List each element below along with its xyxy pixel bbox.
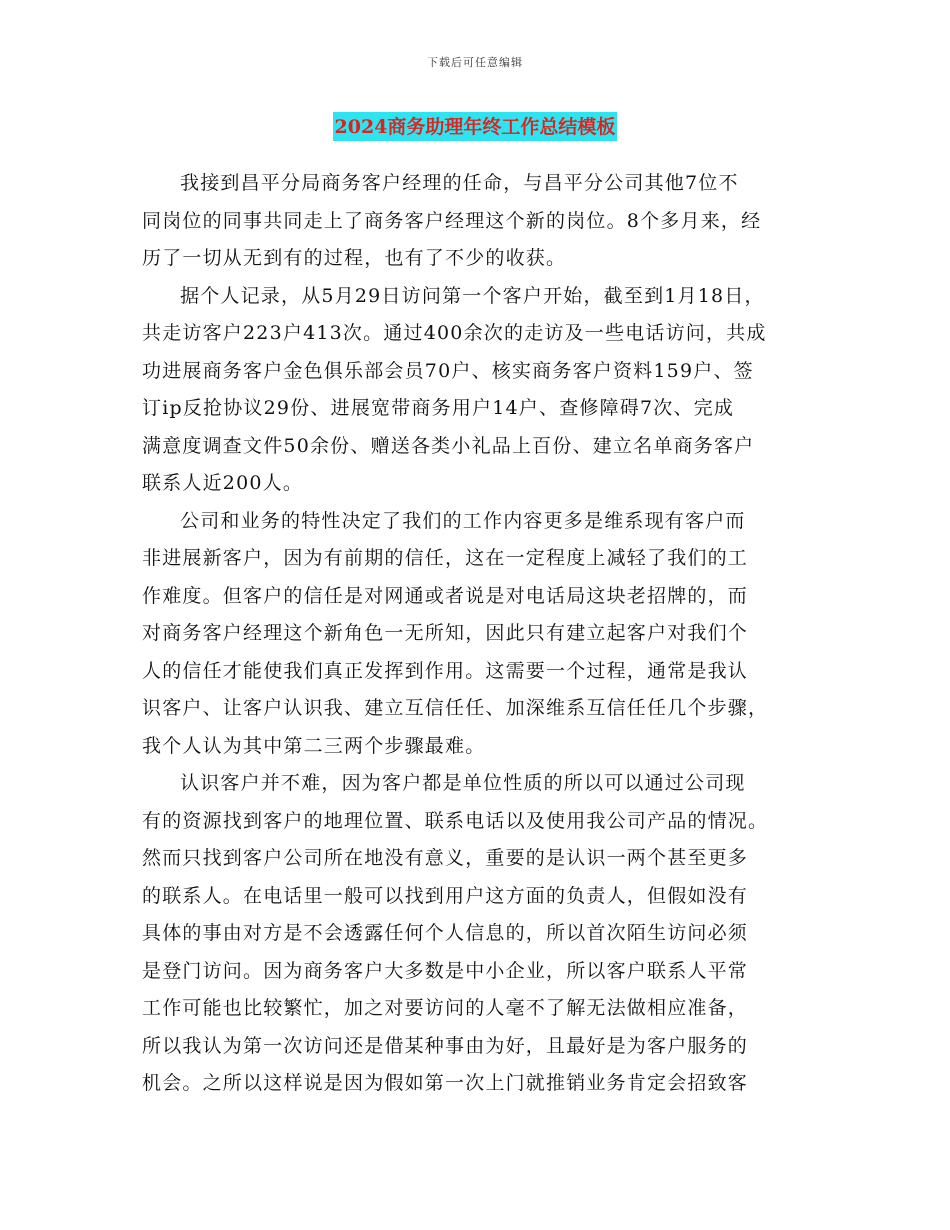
- text-line: 然而只找到客户公司所在地没有意义，重要的是认识一两个甚至更多: [142, 847, 749, 869]
- text-line: 是登门访问。因为商务客户大多数是中小企业，所以客户联系人平常: [142, 959, 749, 982]
- text-line: 作难度。但客户的信任是对网通或者说是对电话局这块老招牌的，而: [142, 584, 749, 607]
- text-line: 联系人近200人。: [142, 472, 304, 494]
- text-line: 满意度调查文件50余份、赠送各类小礼品上百份、建立名单商务客户: [142, 434, 755, 457]
- text-line: 有的资源找到客户的地理位置、联系电话以及使用我公司产品的情况。: [142, 809, 769, 832]
- text-line: 人的信任才能使我们真正发挥到作用。这需要一个过程，通常是我认: [142, 659, 749, 682]
- text-line: 具体的事由对方是不会透露任何个人信息的，所以首次陌生访问必须: [142, 922, 749, 944]
- document-title: 2024商务助理年终工作总结模板: [333, 112, 618, 141]
- paragraph-2: [142, 278, 802, 503]
- title-wrap: [0, 112, 950, 141]
- paragraph-3: [142, 503, 802, 766]
- document-body: [142, 165, 802, 1103]
- text-line: 对商务客户经理这个新角色一无所知，因此只有建立起客户对我们个: [142, 622, 749, 644]
- header-note: 下载后可任意编辑: [427, 56, 523, 69]
- text-line: 订ip反抢协议29份、进展宽带商务用户14户、查修障碍7次、完成: [142, 397, 735, 419]
- text-line: 共走访客户223户413次。通过400余次的走访及一些电话访问，共成: [142, 322, 767, 344]
- text-line: 历了一切从无到有的过程，也有了不少的收获。: [142, 247, 567, 269]
- text-line: 功进展商务客户金色俱乐部会员70户、核实商务客户资料159户、签: [142, 359, 754, 382]
- text-line: 所以我认为第一次访问还是借某种事由为好，且最好是为客户服务的: [142, 1034, 749, 1057]
- text-line: 同岗位的同事共同走上了商务客户经理这个新的岗位。8个多月来，经: [142, 209, 762, 232]
- text-line: 据个人记录，从5月29日访问第一个客户开始，截至到1月18日，: [180, 284, 765, 307]
- paragraph-1: [142, 165, 802, 278]
- text-line: 我接到昌平分局商务客户经理的任命，与昌平分公司其他7位不: [180, 172, 739, 194]
- paragraph-4: [142, 765, 802, 1103]
- text-line: 工作可能也比较繁忙，加之对要访问的人毫不了解无法做相应准备，: [142, 997, 749, 1019]
- text-line: 的联系人。在电话里一般可以找到用户这方面的负责人，但假如没有: [142, 884, 749, 907]
- text-line: 我个人认为其中第二三两个步骤最难。: [142, 734, 486, 757]
- text-line: 非进展新客户，因为有前期的信任，这在一定程度上减轻了我们的工: [142, 547, 749, 569]
- text-line: 机会。之所以这样说是因为假如第一次上门就推销业务肯定会招致客: [142, 1072, 749, 1094]
- text-line: 公司和业务的特性决定了我们的工作内容更多是维系现有客户而: [180, 509, 746, 532]
- text-line: 识客户、让客户认识我、建立互信任任、加深维系互信任任几个步骤，: [142, 697, 769, 719]
- text-line: 认识客户并不难，因为客户都是单位性质的所以可以通过公司现: [180, 772, 746, 794]
